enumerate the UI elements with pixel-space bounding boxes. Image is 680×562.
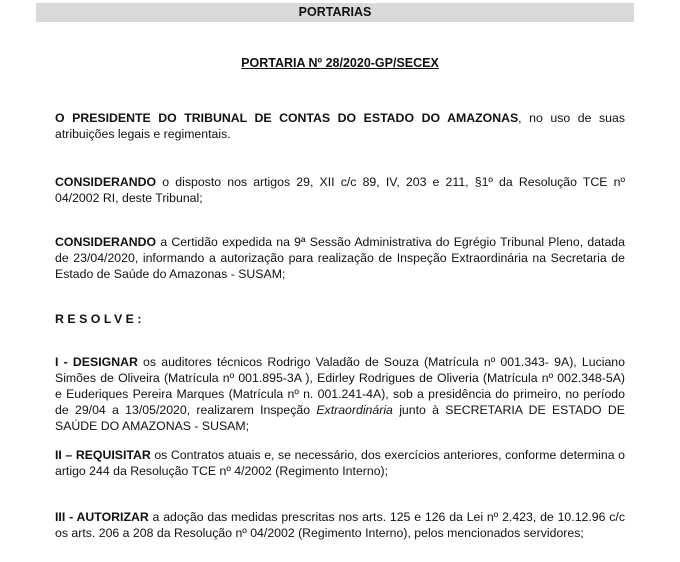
- item-1-designar: [55, 354, 625, 434]
- considerando-paragraph-1: [55, 174, 625, 206]
- preamble-text: , no uso de suas atribuições legais e regimentais.: [55, 111, 625, 141]
- considerando-1-bold: CONSIDERANDO: [55, 175, 157, 189]
- preamble-paragraph: [55, 110, 625, 142]
- item-3-bold: III - AUTORIZAR: [55, 510, 149, 524]
- considerando-2-bold: CONSIDERANDO: [55, 235, 157, 249]
- item-3-text: a adoção das medidas prescritas nos arts. 125 e 126 da Lei nº 2.423, de 10.12.96 c/c os arts. 206 a 208 da Resolução nº 04/2002 (Regimento Interno), pelos mencionados servidores;: [55, 510, 626, 540]
- item-1-text-b: junto à SECRETARIA DE ESTADO DE SAÚDE DO AMAZONAS - SUSAM;: [55, 403, 625, 433]
- document-title: [0, 56, 680, 70]
- item-2-requisitar: [55, 447, 625, 479]
- considerando-paragraph-2: [55, 234, 625, 282]
- considerando-1-text: o disposto nos artigos 29, XII c/c 89, IV, 203 e 211, §1º da Resolução TCE nº 04/2002 RI, deste Tribunal;: [55, 175, 625, 205]
- resolve-heading: RESOLVE:: [55, 312, 145, 326]
- item-1-text-a: os auditores técnicos Rodrigo Valadão de Souza (Matrícula nº 001.343- 9A), Luciano Simões de Oliveira (Matrícula nº 001.895-3A ), Edirley Rodrigues de Oliveria (Matrícula nº 002.348-5A) e Euderiques Pereira Marques (Matrícula nº n. 001.241-4A), sob a presidência do primeiro, no período de 29/04 a 13/05/2020, realizarem Inspeção: [55, 355, 625, 417]
- item-2-text: os Contratos atuais e, se necessário, dos exercícios anteriores, conforme determina o artigo 244 da Resolução TCE nº 4/2002 (Regimento Interno);: [55, 448, 626, 478]
- item-1-italic: Extraordinária: [316, 403, 393, 417]
- item-1-bold: I - DESIGNAR: [55, 355, 138, 369]
- considerando-2-text: a Certidão expedida na 9ª Sessão Administrativa do Egrégio Tribunal Pleno, datada de 23/04/2020, informando a autorização para realização de Inspeção Extraordinária na Secretaria de Estado de Saúde do Amazonas - SUSAM;: [55, 235, 625, 281]
- section-header-label: PORTARIAS: [298, 5, 372, 19]
- item-2-bold: II – REQUISITAR: [55, 448, 151, 462]
- document-title-text: PORTARIA Nº 28/2020-GP/SECEX: [241, 56, 439, 70]
- preamble-bold: O PRESIDENTE DO TRIBUNAL DE CONTAS DO ESTADO DO AMAZONAS: [55, 111, 519, 125]
- item-3-autorizar: [55, 509, 625, 541]
- section-header-banner: [36, 3, 634, 22]
